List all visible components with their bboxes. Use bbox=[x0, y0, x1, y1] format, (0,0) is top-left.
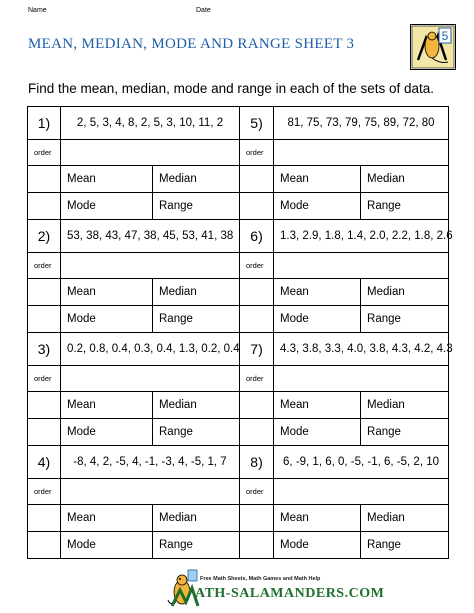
mean-box[interactable]: Mean bbox=[61, 505, 153, 532]
data-set: 81, 75, 73, 79, 75, 89, 72, 80 bbox=[274, 107, 449, 140]
set-number: 5) bbox=[240, 107, 274, 140]
range-box[interactable]: Range bbox=[361, 306, 449, 333]
range-box[interactable]: Range bbox=[153, 532, 240, 559]
mode-box[interactable]: Mode bbox=[61, 306, 153, 333]
order-row bbox=[28, 366, 449, 392]
order-answer-box[interactable] bbox=[274, 366, 449, 392]
mean-box[interactable]: Mean bbox=[61, 166, 153, 193]
set-row bbox=[28, 107, 449, 140]
data-set: 0.2, 0.8, 0.4, 0.3, 0.4, 1.3, 0.2, 0.4 bbox=[61, 333, 240, 366]
data-set: 6, -9, 1, 6, 0, -5, -1, 6, -5, 2, 10 bbox=[274, 446, 449, 479]
order-label: order bbox=[240, 140, 274, 166]
data-set: 2, 5, 3, 4, 8, 2, 5, 3, 10, 11, 2 bbox=[61, 107, 240, 140]
mode-range-row bbox=[28, 306, 449, 333]
set-number: 6) bbox=[240, 220, 274, 253]
median-box[interactable]: Median bbox=[153, 279, 240, 306]
range-box[interactable]: Range bbox=[361, 419, 449, 446]
data-set: -8, 4, 2, -5, 4, -1, -3, 4, -5, 1, 7 bbox=[61, 446, 240, 479]
order-answer-box[interactable] bbox=[274, 253, 449, 279]
footer-site-name: ATH-SALAMANDERS.COM bbox=[195, 586, 385, 601]
set-number: 3) bbox=[28, 333, 61, 366]
mean-box[interactable]: Mean bbox=[61, 392, 153, 419]
range-box[interactable]: Range bbox=[361, 532, 449, 559]
instructions: Find the mean, median, mode and range in each of the sets of data. bbox=[28, 81, 435, 96]
order-answer-box[interactable] bbox=[274, 479, 449, 505]
order-label: order bbox=[240, 366, 274, 392]
set-row bbox=[28, 333, 449, 366]
order-answer-box[interactable] bbox=[61, 366, 240, 392]
order-label: order bbox=[240, 253, 274, 279]
range-box[interactable]: Range bbox=[361, 193, 449, 220]
footer-tagline: Free Math Sheets, Math Games and Math Help bbox=[200, 576, 321, 582]
mean-median-row bbox=[28, 392, 449, 419]
mode-box[interactable]: Mode bbox=[61, 193, 153, 220]
mode-range-row bbox=[28, 193, 449, 220]
median-box[interactable]: Median bbox=[153, 166, 240, 193]
set-number: 8) bbox=[240, 446, 274, 479]
range-box[interactable]: Range bbox=[153, 419, 240, 446]
page-title: MEAN, MEDIAN, MODE AND RANGE SHEET 3 bbox=[28, 36, 355, 52]
median-box[interactable]: Median bbox=[361, 505, 449, 532]
data-set: 1.3, 2.9, 1.8, 1.4, 2.0, 2.2, 1.8, 2.6 bbox=[274, 220, 449, 253]
order-row bbox=[28, 479, 449, 505]
median-box[interactable]: Median bbox=[153, 392, 240, 419]
set-number: 1) bbox=[28, 107, 61, 140]
range-box[interactable]: Range bbox=[153, 306, 240, 333]
median-box[interactable]: Median bbox=[361, 166, 449, 193]
salamander-grade-logo bbox=[410, 24, 456, 70]
date-label: Date bbox=[196, 7, 211, 14]
median-box[interactable]: Median bbox=[153, 505, 240, 532]
set-number: 2) bbox=[28, 220, 61, 253]
set-row bbox=[28, 220, 449, 253]
mean-median-row bbox=[28, 505, 449, 532]
order-label: order bbox=[240, 479, 274, 505]
order-label: order bbox=[28, 366, 61, 392]
set-row bbox=[28, 446, 449, 479]
data-set: 4.3, 3.8, 3.3, 4.0, 3.8, 4.3, 4.2, 4.3 bbox=[274, 333, 449, 366]
mode-box[interactable]: Mode bbox=[61, 532, 153, 559]
mean-box[interactable]: Mean bbox=[274, 166, 361, 193]
order-answer-box[interactable] bbox=[61, 479, 240, 505]
mean-median-row bbox=[28, 166, 449, 193]
set-number: 4) bbox=[28, 446, 61, 479]
order-label: order bbox=[28, 253, 61, 279]
mean-box[interactable]: Mean bbox=[274, 392, 361, 419]
order-row bbox=[28, 140, 449, 166]
order-answer-box[interactable] bbox=[274, 140, 449, 166]
mean-box[interactable]: Mean bbox=[274, 505, 361, 532]
median-box[interactable]: Median bbox=[361, 279, 449, 306]
name-label: Name bbox=[28, 7, 47, 14]
logo-number: 5 bbox=[441, 29, 449, 43]
mode-box[interactable]: Mode bbox=[274, 532, 361, 559]
order-row bbox=[28, 253, 449, 279]
mode-box[interactable]: Mode bbox=[274, 419, 361, 446]
mode-box[interactable]: Mode bbox=[274, 306, 361, 333]
order-label: order bbox=[28, 479, 61, 505]
set-number: 7) bbox=[240, 333, 274, 366]
worksheet-table bbox=[27, 106, 453, 559]
data-set: 53, 38, 43, 47, 38, 45, 53, 41, 38 bbox=[61, 220, 240, 253]
mean-box[interactable]: Mean bbox=[274, 279, 361, 306]
order-answer-box[interactable] bbox=[61, 253, 240, 279]
mode-box[interactable]: Mode bbox=[61, 419, 153, 446]
order-answer-box[interactable] bbox=[61, 140, 240, 166]
mean-box[interactable]: Mean bbox=[61, 279, 153, 306]
mean-median-row bbox=[28, 279, 449, 306]
mode-box[interactable]: Mode bbox=[274, 193, 361, 220]
order-label: order bbox=[28, 140, 61, 166]
range-box[interactable]: Range bbox=[153, 193, 240, 220]
mode-range-row bbox=[28, 532, 449, 559]
median-box[interactable]: Median bbox=[361, 392, 449, 419]
mode-range-row bbox=[28, 419, 449, 446]
